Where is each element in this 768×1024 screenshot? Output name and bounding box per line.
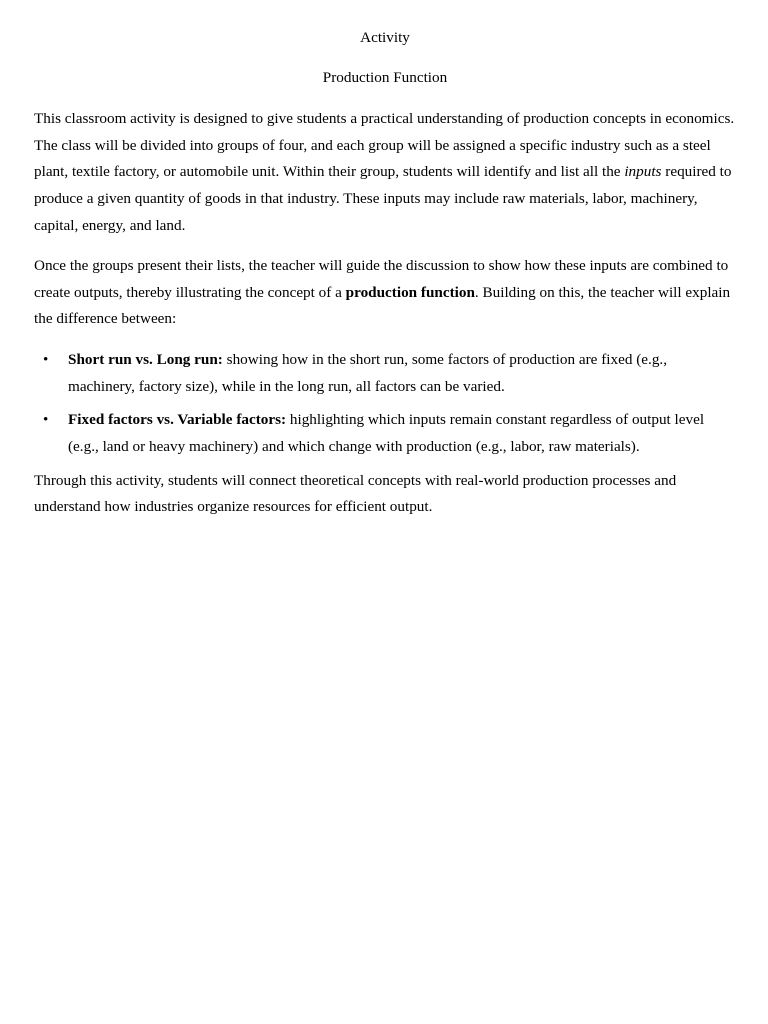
production-function-term: production function: [345, 283, 475, 301]
list-item: [34, 406, 736, 460]
list-item-term: Short run vs. Long run:: [68, 351, 223, 368]
discussion-text-end: . Building on this, the teacher will explain the difference between:: [34, 283, 731, 328]
bullet-icon: •: [43, 411, 49, 428]
list-item-term: Fixed factors vs. Variable factors:: [68, 411, 287, 428]
list-item-text: highlighting which inputs remain constant regardless of output level (e.g., land or heavy machinery) and which change with production (e.g., labor, raw materials).: [68, 411, 705, 455]
list-item-text: showing how in the short run, some factors of production are fixed (e.g., machinery, factory size), while in the long run, all factors can be varied.: [68, 351, 668, 395]
bullet-icon: •: [43, 351, 49, 368]
document-subtitle: Production Function: [322, 69, 448, 86]
conclusion-paragraph: Through this activity, students will connect theoretical concepts with real-world production processes and understand how industries organize resources for efficient output.: [34, 472, 677, 515]
concept-list: [34, 346, 736, 466]
intro-text-end: required to produce a given quantity of goods in that industry. These inputs may include raw materials, labor, machinery, capital, energy, and land.: [34, 163, 732, 234]
inputs-emphasis: inputs: [624, 163, 662, 181]
discussion-text-start: Once the groups present their lists, the teacher will guide the discussion to show how these inputs are combined to create outputs, thereby illustrating the concept of a: [34, 257, 729, 301]
intro-paragraph: [34, 106, 736, 240]
list-item: [34, 346, 736, 400]
discussion-paragraph: [34, 253, 736, 333]
document-title: Activity: [360, 29, 410, 46]
intro-text-start: This classroom activity is designed to give students a practical understanding of production concepts in economics. The class will be divided into groups of four, and each group will be assigned a specific industry such as a steel plant, textile factory, or automobile unit. Within their group, students will identify and list all the: [34, 110, 735, 181]
